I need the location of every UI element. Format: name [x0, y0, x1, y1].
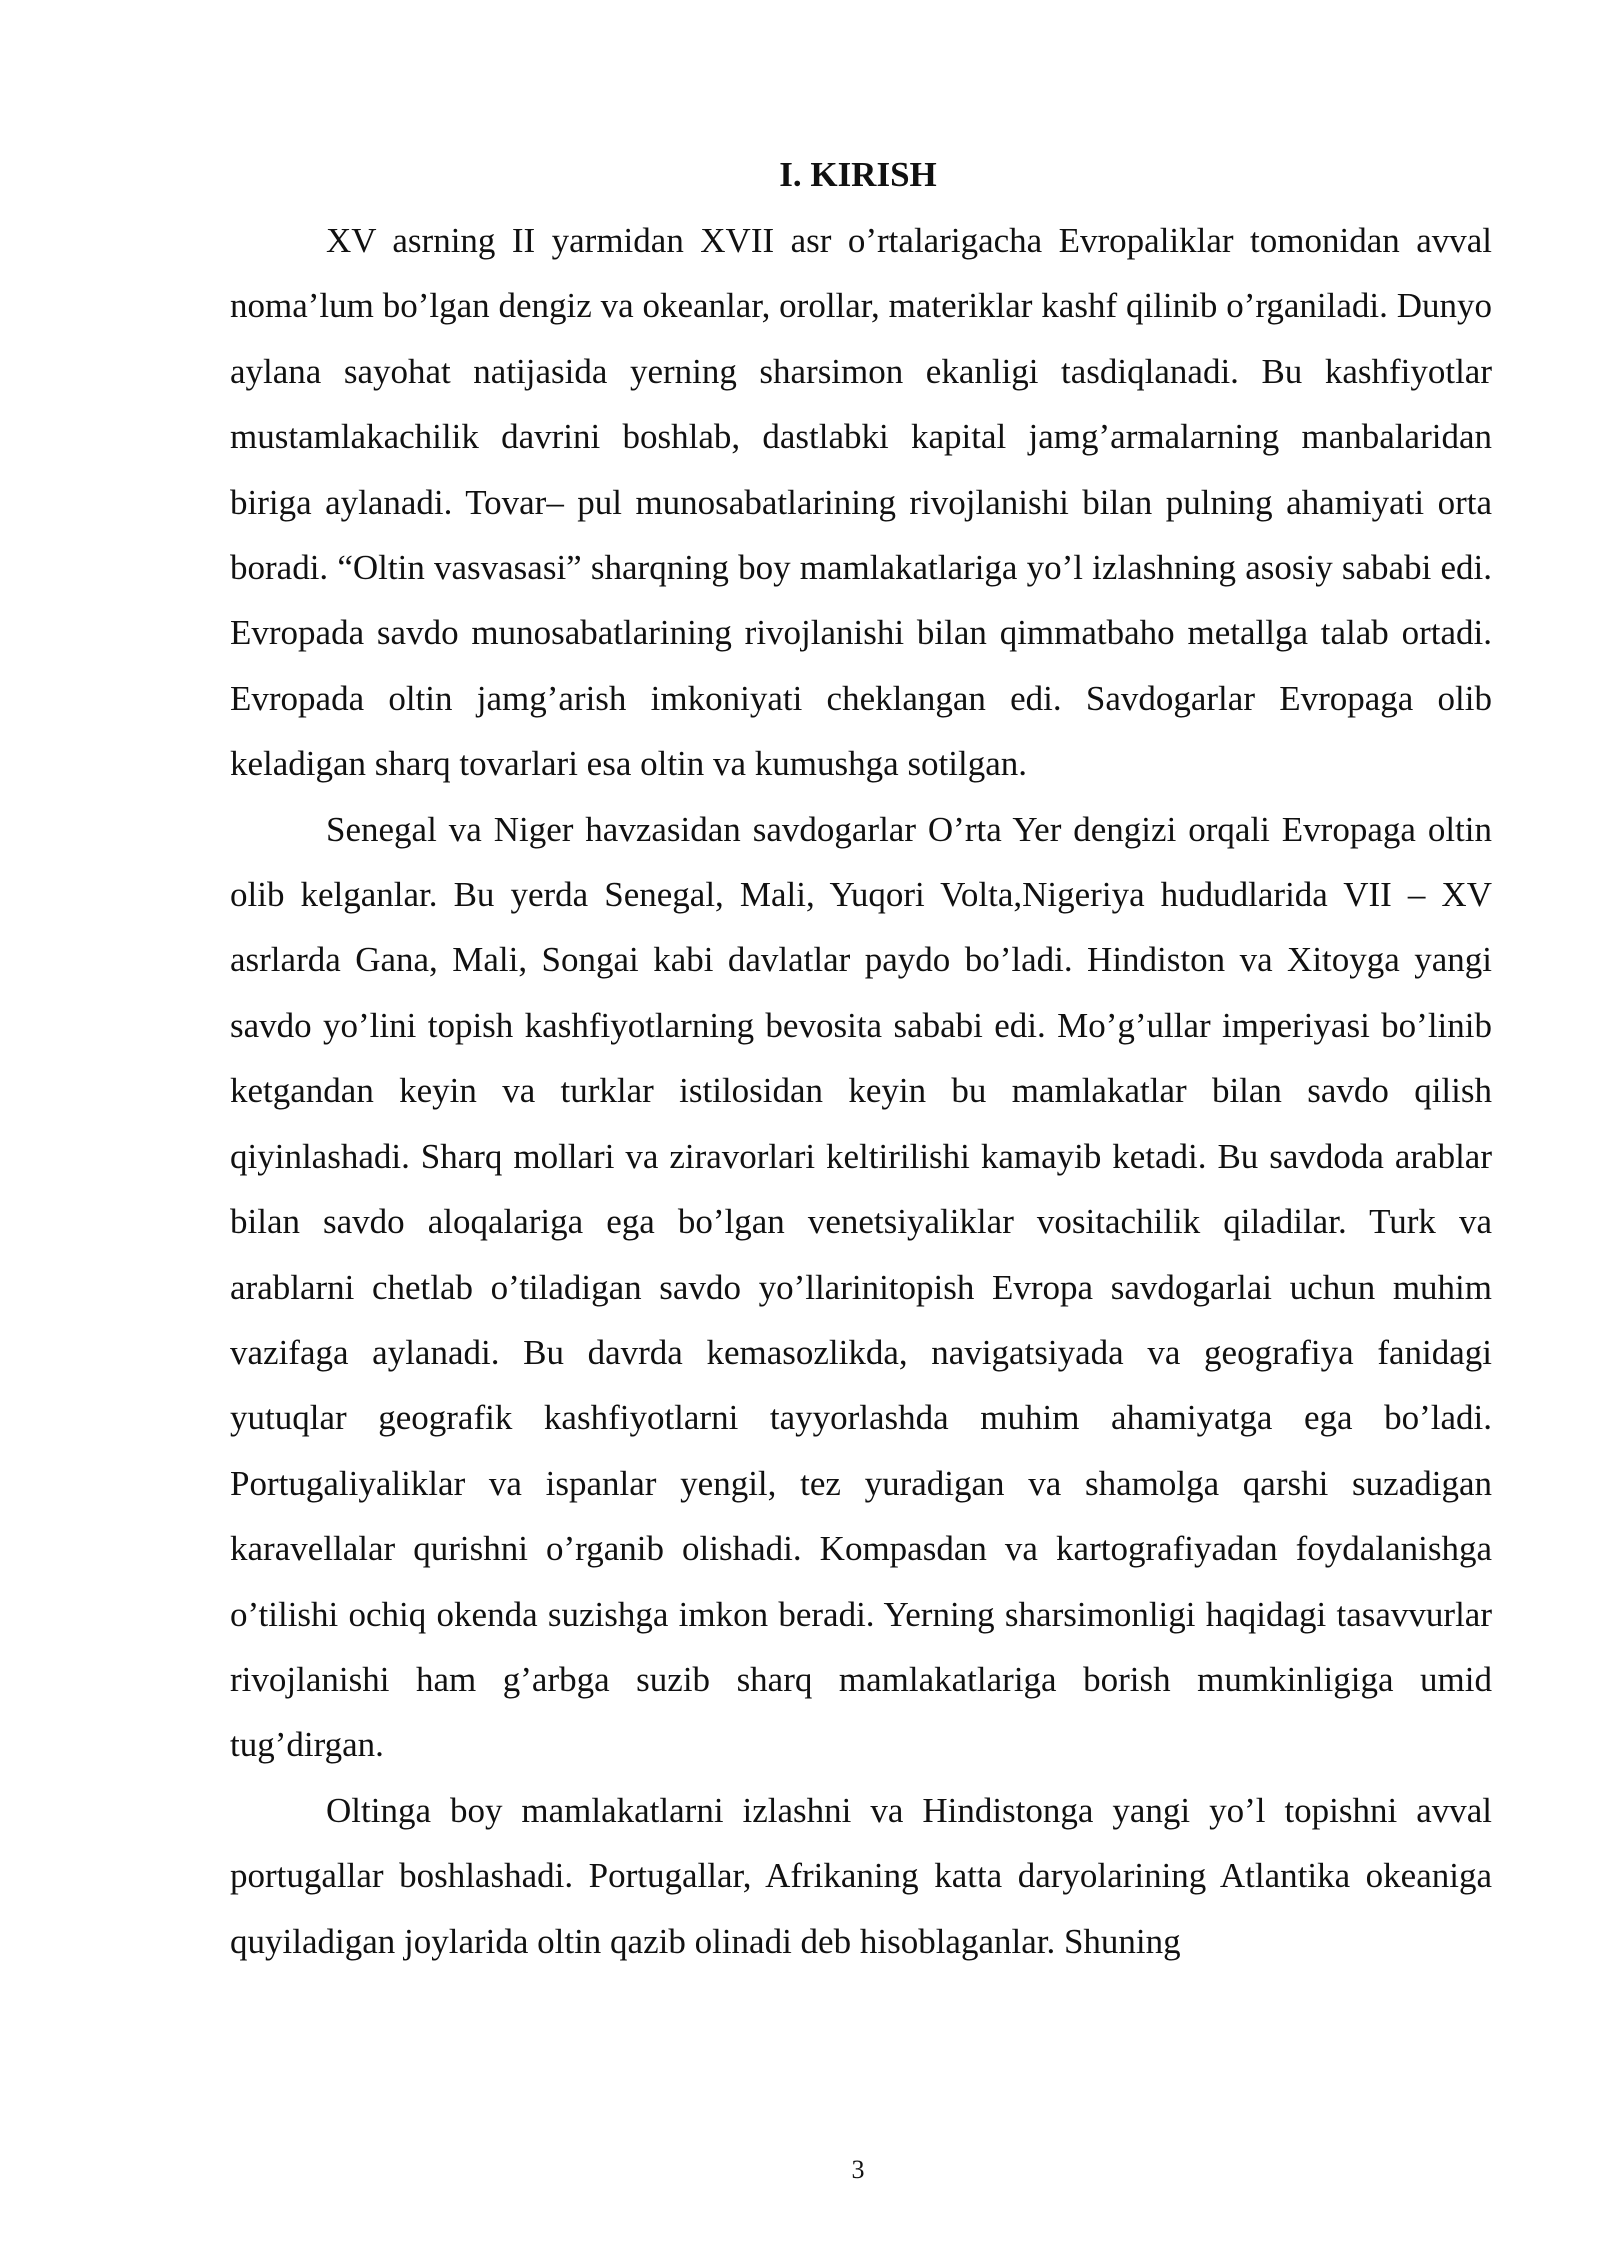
paragraph-3: Oltinga boy mamlakatlarni izlashni va Hindistonga yangi yo’l topishni avval portugallar boshlashadi. Portugallar, Afrikaning katta daryolarining Atlantika okeaniga quyiladigan joylarida oltin qazib olinadi deb hisoblaganlar. Shuning	[230, 1790, 1492, 1961]
paragraph-2: Senegal va Niger havzasidan savdogarlar O’rta Yer dengizi orqali Evropaga oltin olib kelganlar. Bu yerda Senegal, Mali, Yuqori Volta,Nigeriya hududlarida VII – XV asrlarda Gana, Mali, Songai kabi davlatlar paydo bo’ladi. Hindiston va Xitoyga yangi savdo yo’lini topish kashfiyotlarning bevosita sababi edi. Mo’g’ullar imperiyasi bo’linib ketgandan keyin va turklar istilosidan keyin bu mamlakatlar bilan savdo qilish qiyinlashadi. Sharq mollari va ziravorlari keltirilishi kamayib ketadi. Bu savdoda arablar bilan savdo aloqalariga ega bo’lgan venetsiyaliklar vositachilik qiladilar. Turk va arablarni chetlab o’tiladigan savdo yo’llarinitopish Evropa savdogarlai uchun muhim vazifaga aylanadi. Bu davrda kemasozlikda, navigatsiyada va geografiya fanidagi yutuqlar geografik kashfiyotlarni tayyorlashda muhim ahamiyatga ega bo’ladi. Portugaliyaliklar va ispanlar yengil, tez yuradigan va shamolga qarshi suzadigan karavellalar qurishni o’rganib olishadi. Kompasdan va kartografiyadan foydalanishga o’tilishi ochiq okenda suzishga imkon beradi. Yerning sharsimonligi haqidagi tasavvurlar rivojlanishi ham g’arbga suzib sharq mamlakatlariga borish mumkinligiga umid tug’dirgan.	[230, 809, 1492, 1765]
body-text	[230, 208, 1492, 1974]
section-heading: I. KIRISH	[779, 155, 937, 194]
page-number: 3	[851, 2155, 865, 2184]
paragraph-1: XV asrning II yarmidan XVII asr o’rtalarigacha Evropaliklar tomonidan avval noma’lum bo’lgan dengiz va okeanlar, orollar, materiklar kashf qilinib o’rganiladi. Dunyo aylana sayohat natijasida yerning sharsimon ekanligi tasdiqlanadi. Bu kashfiyotlar mustamlakachilik davrini boshlab, dastlabki kapital jamg’armalarning manbalaridan biriga aylanadi. Tovar– pul munosabatlarining rivojlanishi bilan pulning ahamiyati orta boradi. “Oltin vasvasasi” sharqning boy mamlakatlariga yo’l izlashning asosiy sababi edi. Evropada savdo munosabatlarining rivojlanishi bilan qimmatbaho metallga talab ortadi. Evropada oltin jamg’arish imkoniyati cheklangan edi. Savdogarlar Evropaga olib keladigan sharq tovarlari esa oltin va kumushga sotilgan.	[230, 221, 1492, 784]
